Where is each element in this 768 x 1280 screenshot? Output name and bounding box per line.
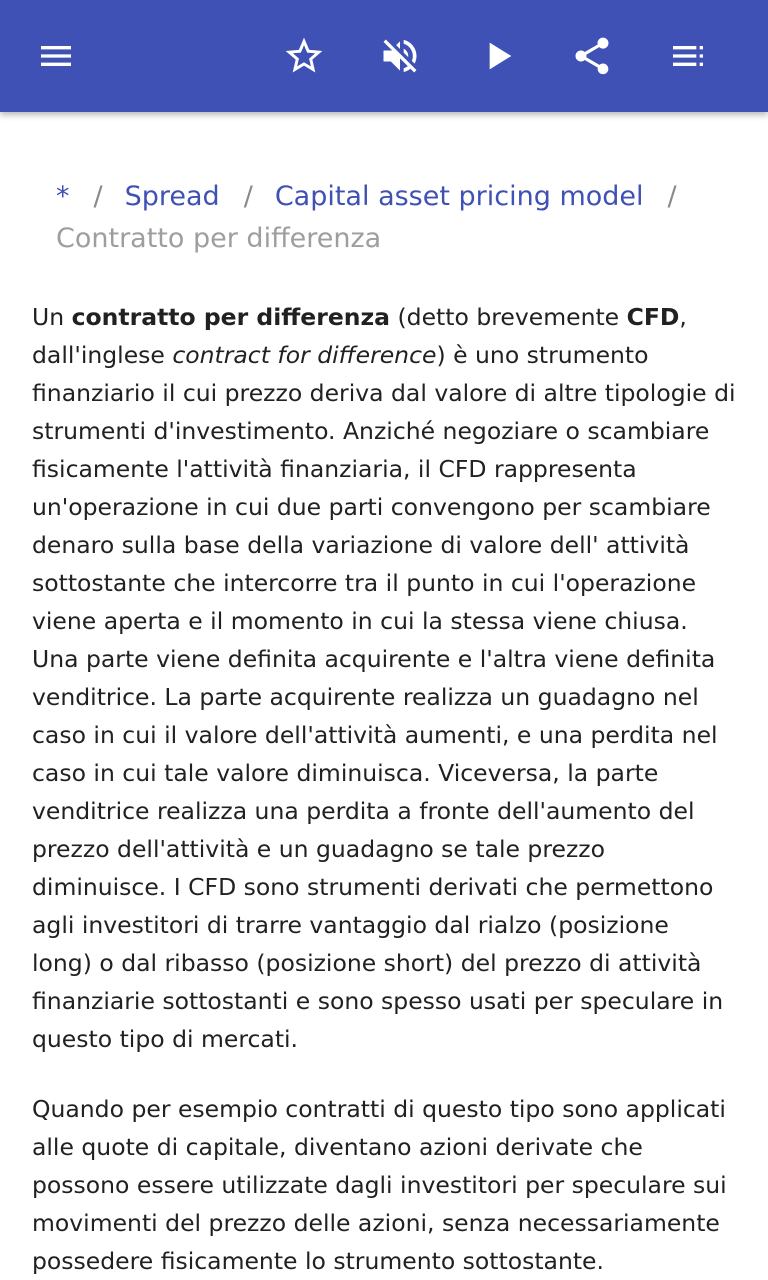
menu-icon [36, 36, 76, 76]
text-run: , dall'inglese [32, 303, 687, 369]
article-body [32, 298, 736, 1280]
menu-button[interactable] [28, 28, 84, 84]
italic-term: contract for difference [172, 341, 437, 369]
breadcrumb-link-spread[interactable]: Spread [124, 181, 220, 212]
mute-button[interactable] [372, 28, 428, 84]
breadcrumb-current: Contratto per differenza [56, 223, 382, 254]
breadcrumb-link-home[interactable]: * [56, 181, 70, 212]
table-of-contents-button[interactable] [660, 28, 716, 84]
app-bar [0, 0, 768, 112]
text-run: Un [32, 303, 72, 331]
paragraph-2: Quando per esempio contratti di questo tipo sono applicati alle quote di capitale, diventano azioni derivate che possono essere utilizzate dagli investitori per speculare sui movimenti del prezzo delle azioni, senza necessariamente possedere fisicamente lo strumento sottostante. [32, 1095, 727, 1275]
article-content [0, 112, 768, 1280]
share-icon [570, 34, 614, 78]
bold-abbreviation: CFD [626, 303, 680, 331]
breadcrumb-separator: / [93, 181, 103, 212]
breadcrumb-separator: / [667, 181, 677, 212]
breadcrumb-separator: / [243, 181, 253, 212]
star-outline-icon [282, 34, 326, 78]
breadcrumb-link-capm[interactable]: Capital asset pricing model [274, 181, 644, 212]
text-run: ) è uno strumento finanziario il cui prezzo deriva dal valore di altre tipologie di strumenti d'investimento. Anziché negoziare o scambiare fisicamente l'attività finanziaria, il CFD rappresenta un'operazione in cui due parti convengono per scambiare denaro sulla base della variazione di valore dell' attività sottostante che intercorre tra il punto in cui l'operazione viene aperta e il momento in cui la stessa viene chiusa. Una parte viene definita acquirente e l'altra viene definita venditrice. La parte acquirente realizza un guadagno nel caso in cui il valore dell'attività aumenti, e una perdita nel caso in cui tale valore diminuisca. Viceversa, la parte venditrice realizza una perdita a fronte dell'aumento del prezzo dell'attività e un guadagno se tale prezzo diminuisce. I CFD sono strumenti derivati che permettono agli investitori di trarre vantaggio dal rialzo (posizione long) o dal ribasso (posizione short) del prezzo di attività finanziarie sottostanti e sono spesso usati per speculare in questo tipo di mercati. [32, 341, 736, 1053]
text-run: (detto brevemente [390, 303, 627, 331]
share-button[interactable] [564, 28, 620, 84]
bold-term: contratto per differenza [71, 303, 391, 331]
play-icon [478, 36, 518, 76]
list-icon [668, 36, 708, 76]
breadcrumb [56, 176, 736, 260]
play-button[interactable] [470, 28, 526, 84]
bookmark-button[interactable] [276, 28, 332, 84]
volume-off-icon [378, 34, 422, 78]
paragraph-1 [32, 298, 736, 1058]
